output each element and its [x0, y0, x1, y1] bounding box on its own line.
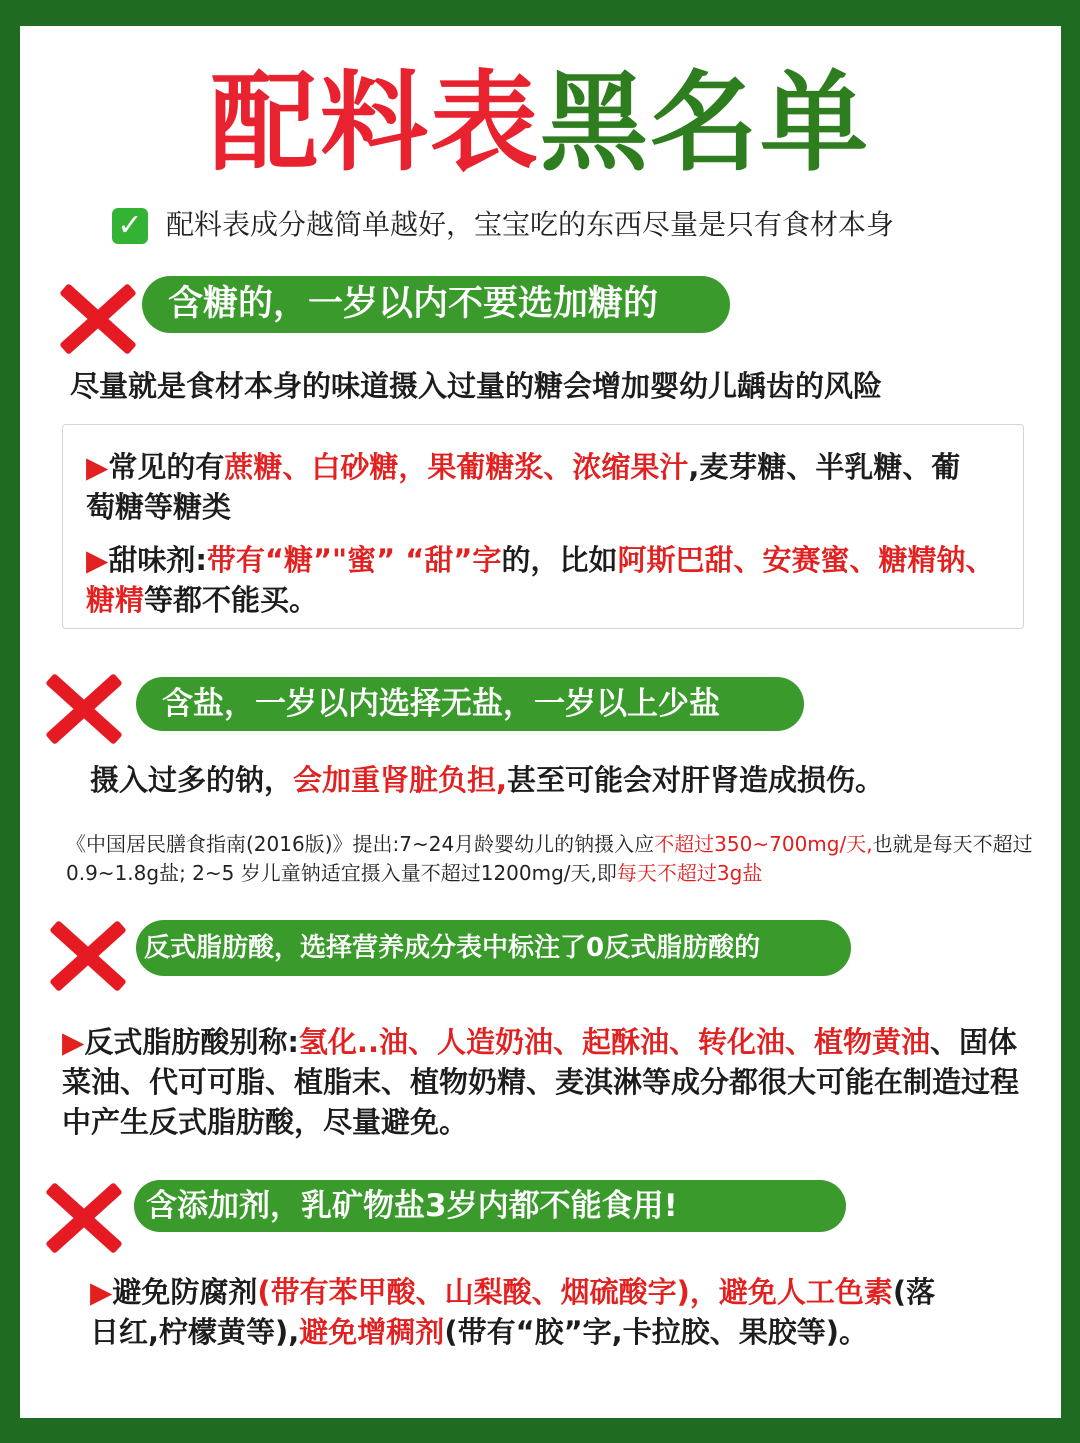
page-title: 配料表黑名单: [209, 61, 871, 186]
cross-icon: [48, 915, 128, 995]
dietary-guideline-note: 《中国居民膳食指南(2016版)》提出:7~24月龄婴幼儿的钠摄入应不超过350~700mg/天,也就是每天不超过0.9~1.8g盐; 2~5 岁儿童钠适宜摄入量不超过1200mg/天,即每天不超过3g盐: [66, 832, 1033, 885]
additives-detail: ▶避免防腐剂(带有苯甲酸、山梨酸、烟硫酸字)，避免人工色素(落日红,柠檬黄等),避免增稠剂(带有“胶”字,卡拉胶、果胶等)。: [90, 1275, 936, 1349]
cross-icon: [44, 1177, 124, 1257]
cross-icon: [58, 278, 138, 358]
sugar-item-sweetener: ▶甜味剂:带有“糖”"蜜” “甜”字的，比如阿斯巴甜、安赛蜜、糖精钠、糖精等都不能买。: [86, 543, 995, 617]
section-heading-sugar: 含糖的，一岁以内不要选加糖的: [142, 276, 730, 333]
sugar-item-common: ▶常见的有蔗糖、白砂糖，果葡糖浆、浓缩果汁,麦芽糖、半乳糖、葡萄糖等糖类: [86, 450, 961, 524]
section-subtitle-salt: 摄入过多的钠，会加重肾脏负担,甚至可能会对肝肾造成损伤。: [90, 763, 885, 797]
cross-icon: [44, 668, 124, 748]
section-heading-additives: 含添加剂，乳矿物盐3岁内都不能食用!: [134, 1180, 846, 1232]
section-heading-salt: 含盐，一岁以内选择无盐，一岁以上少盐: [136, 677, 804, 731]
section-subtitle-sugar: 尽量就是食材本身的味道摄入过量的糖会增加婴幼儿龋齿的风险: [70, 369, 883, 403]
check-mark-icon: ✓: [112, 208, 148, 244]
section-heading-trans-fat: 反式脂肪酸，选择营养成分表中标注了0反式脂肪酸的: [136, 920, 851, 976]
trans-fat-detail: ▶反式脂肪酸别称:氢化..油、人造奶油、起酥油、转化油、植物黄油、固体菜油、代可可脂、植脂末、植物奶精、麦淇淋等成分都很大可能在制造过程中产生反式脂肪酸，尽量避免。: [62, 1025, 1020, 1139]
intro-line: ✓ 配料表成分越简单越好，宝宝吃的东西尽量是只有食材本身: [112, 205, 894, 245]
